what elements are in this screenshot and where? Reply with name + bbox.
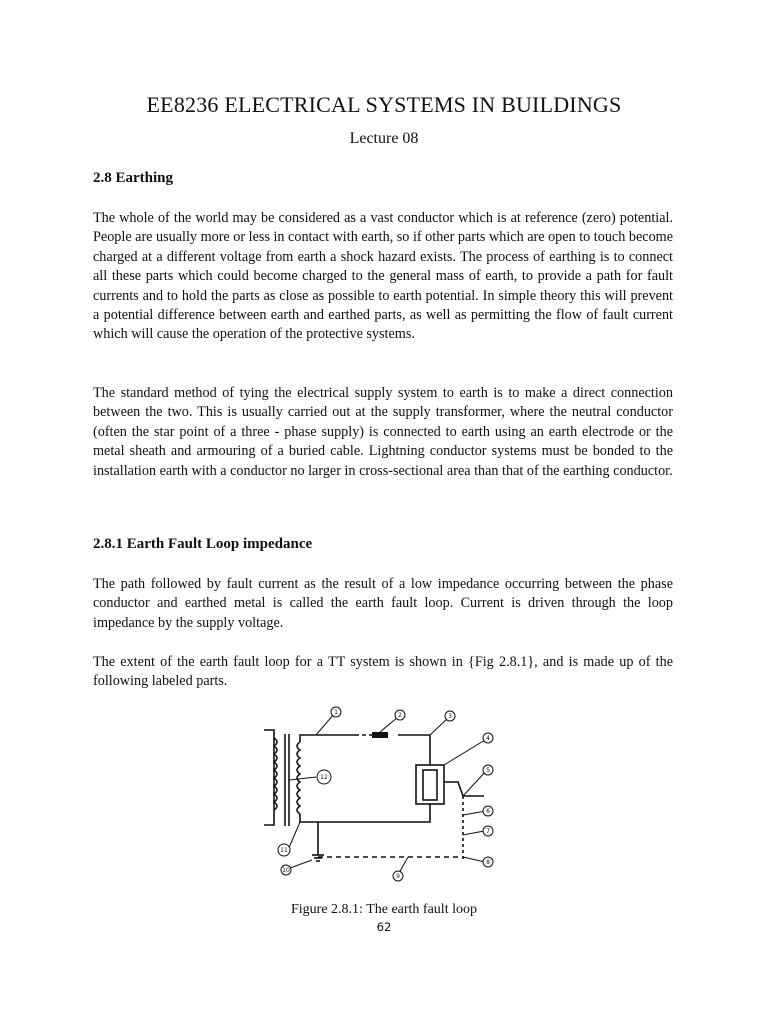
section-heading: 2.8 Earthing	[93, 170, 174, 186]
label-10: 10	[282, 867, 290, 874]
neutral-conductor	[300, 804, 430, 822]
page-title: EE8236 ELECTRICAL SYSTEMS IN BUILDINGS	[146, 92, 622, 117]
page-number: 62	[376, 920, 392, 934]
label-11: 11	[280, 847, 288, 854]
circuit-lines	[264, 730, 484, 861]
appliance-element	[423, 770, 437, 800]
transformer-primary	[264, 730, 274, 825]
label-5: 5	[486, 767, 490, 774]
paragraph-earthing-method: The standard method of tying the electrical supply system to earth is to make a direct connection between the two. This is usually carried out at the supply transformer, where the neutral conductor (often the star point of a three - phase supply) is connected to earth using an earth electrode or the metal sheath and armouring of a buried cable. Lightning conductor systems must be bonded to the installation earth with a conductor no larger in cross-sectional area than that of the earthing conductor.	[93, 385, 673, 479]
label-4: 4	[486, 735, 490, 742]
protective-conductor	[444, 782, 463, 796]
label-6: 6	[486, 808, 490, 815]
label-9: 9	[396, 873, 400, 880]
label-12: 12	[320, 774, 328, 781]
phase-conductor	[300, 735, 355, 742]
label-3: 3	[448, 713, 452, 720]
earth-fault-loop-diagram	[258, 700, 508, 885]
secondary-winding	[297, 742, 300, 814]
label-7: 7	[486, 828, 490, 835]
paragraph-fault-loop: The path followed by fault current as the result of a low impedance occurring between the phase conductor and earthed metal is called the earth fault loop. Current is driven through the loop impedance by the supply voltage.	[93, 576, 673, 631]
paragraph-earthing-intro: The whole of the world may be considered as a vast conductor which is at reference (zero) potential. People are usually more or less in contact with earth, so if other parts which are open to touch become charged at a different voltage from earth a shock hazard exists. The process of earthing is to connect all these parts which could become charged to the general mass of earth, to provide a path for fault currents and to hold the parts as close as possible to earth potential. In simple theory this will prevent a potential difference between earth and earthed parts, as well as permitting the flow of fault current which will cause the operation of the protective systems.	[93, 210, 673, 343]
label-2: 2	[398, 712, 402, 719]
label-1: 1	[334, 709, 338, 716]
paragraph-tt-system: The extent of the earth fault loop for a TT system is shown in {Fig 2.8.1}, and is made up of the following labeled parts.	[93, 654, 673, 690]
appliance-casing	[416, 765, 444, 804]
label-8: 8	[486, 859, 490, 866]
lecture-number: Lecture 08	[349, 130, 419, 147]
fuse-symbol	[372, 732, 388, 738]
figure-caption: Figure 2.8.1: The earth fault loop	[291, 902, 477, 917]
subsection-heading: 2.8.1 Earth Fault Loop impedance	[93, 536, 313, 552]
